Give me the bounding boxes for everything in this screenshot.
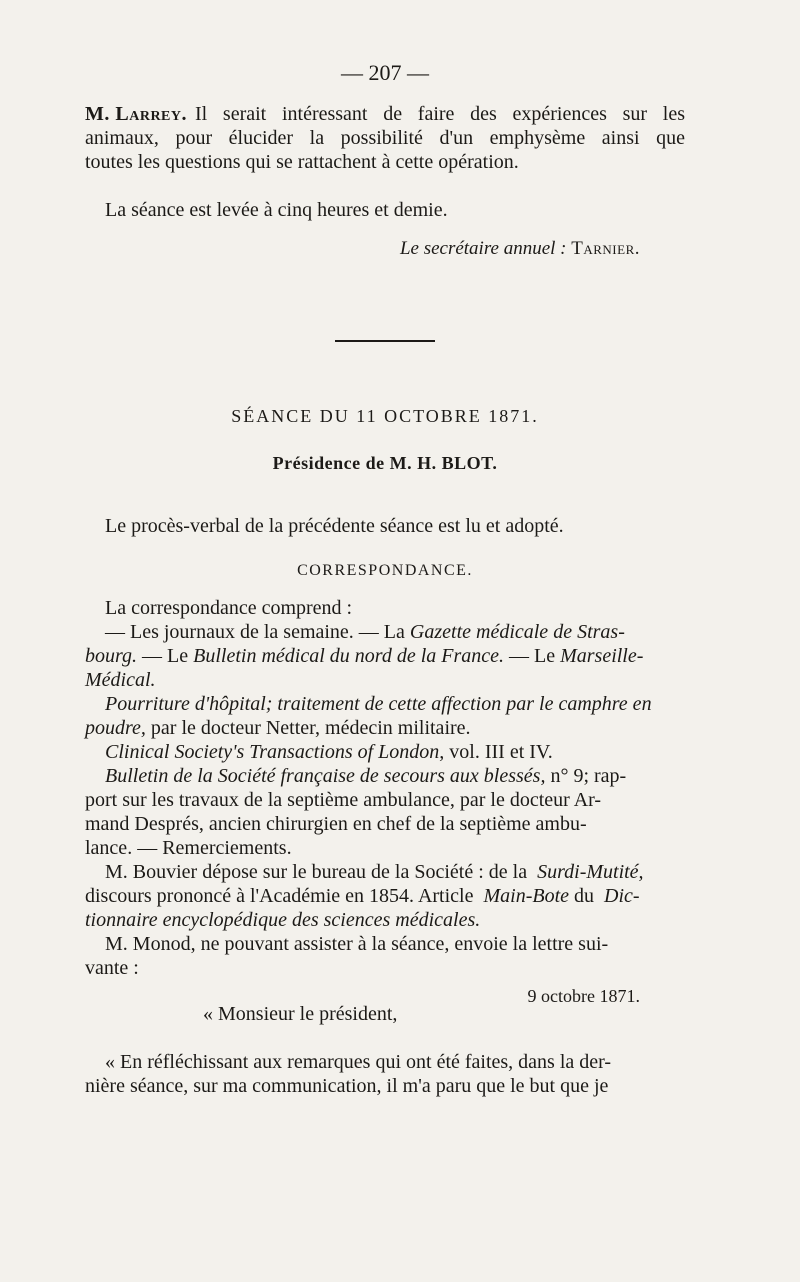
correspondence-item [85,668,685,692]
text-run: vol. III et IV. [444,741,553,763]
correspondence-item: M. Monod, ne pouvant assister à la séance, envoie la lettre sui- [105,933,609,955]
paragraph-line: Il serait intéressant de faire des expériences sur les [195,103,685,125]
work-title: Pourriture d'hôpital; traitement de cette affection par le camphre en [105,693,652,715]
letter-body-line: nière séance, sur ma communication, il m'a paru que le but que je [85,1075,609,1097]
correspondence-item [85,716,685,740]
document-page [85,60,685,1098]
minutes-line: Le procès-verbal de la précédente séance est lu et adopté. [105,515,564,537]
text-line [85,102,685,126]
secretary-signature [85,238,685,260]
text-run: — Le [504,645,561,667]
work-title: tionnaire encyclopédique des sciences médicales. [85,909,481,931]
correspondence-item [85,860,685,884]
journal-title: Marseille- [560,645,644,667]
journal-title: bourg. [85,645,138,667]
closing-line: La séance est levée à cinq heures et demie. [105,199,448,221]
work-title: Bulletin de la Société française de secours aux blessés, [105,765,546,787]
correspondence-item [85,644,685,668]
correspondence-item [85,764,685,788]
correspondence-item [85,692,685,716]
letter-body-line: « En réfléchissant aux remarques qui ont été faites, dans la der- [105,1051,612,1073]
correspondence-item [85,884,685,908]
correspondence-item [85,908,685,932]
correspondence-item: lance. — Remerciements. [85,837,292,859]
work-title: Dic- [604,885,640,907]
work-title: Clinical Society's Transactions of London, [105,741,445,763]
text-run: n° 9; rap- [545,765,627,787]
section-divider [335,340,435,342]
correspondence-item [85,620,685,644]
journal-title: Bulletin médical du nord de la France. [193,645,504,667]
journal-title: Gazette médicale de Stras- [409,621,625,643]
text-run: par le docteur Netter, médecin militaire. [145,717,471,739]
presidency-line: Présidence de M. H. BLOT. [272,453,498,473]
text-run: discours prononcé à l'Académie en 1854. Article [85,885,479,907]
speaker-name: M. Larrey. [85,103,187,125]
correspondence-item: port sur les travaux de la septième ambulance, par le docteur Ar- [85,789,602,811]
paragraph-line: toutes les questions qui se rattachent à cette opération. [85,151,519,173]
correspondence-item [85,740,685,764]
signature-name: Tarnier. [571,238,640,259]
paragraph-line: animaux, pour élucider la possibilité d'un emphysème ainsi que [85,127,685,149]
signature-role: Le secrétaire annuel : [399,238,567,259]
letter-date: 9 octobre 1871. [527,986,640,1006]
correspondence-item: vante : [85,957,139,979]
text-run: — Les journaux de la semaine. — La [105,621,410,643]
page-number: — 207 — [341,60,429,85]
text-run: du [569,885,600,907]
session-title: SÉANCE DU 11 OCTOBRE 1871. [231,406,539,426]
work-title: poudre, [85,717,146,739]
correspondence-intro: La correspondance comprend : [105,597,353,619]
text-run: M. Bouvier dépose sur le bureau de la Société : de la [105,861,533,883]
work-title: Surdi-Mutité, [537,861,644,883]
journal-title: Médical. [85,669,156,691]
work-title: Main-Bote [483,885,570,907]
letter-salutation: « Monsieur le président, [203,1003,398,1025]
correspondence-heading: CORRESPONDANCE. [297,562,473,579]
text-run: — Le [137,645,194,667]
correspondence-item: mand Després, ancien chirurgien en chef de la septième ambu- [85,813,587,835]
